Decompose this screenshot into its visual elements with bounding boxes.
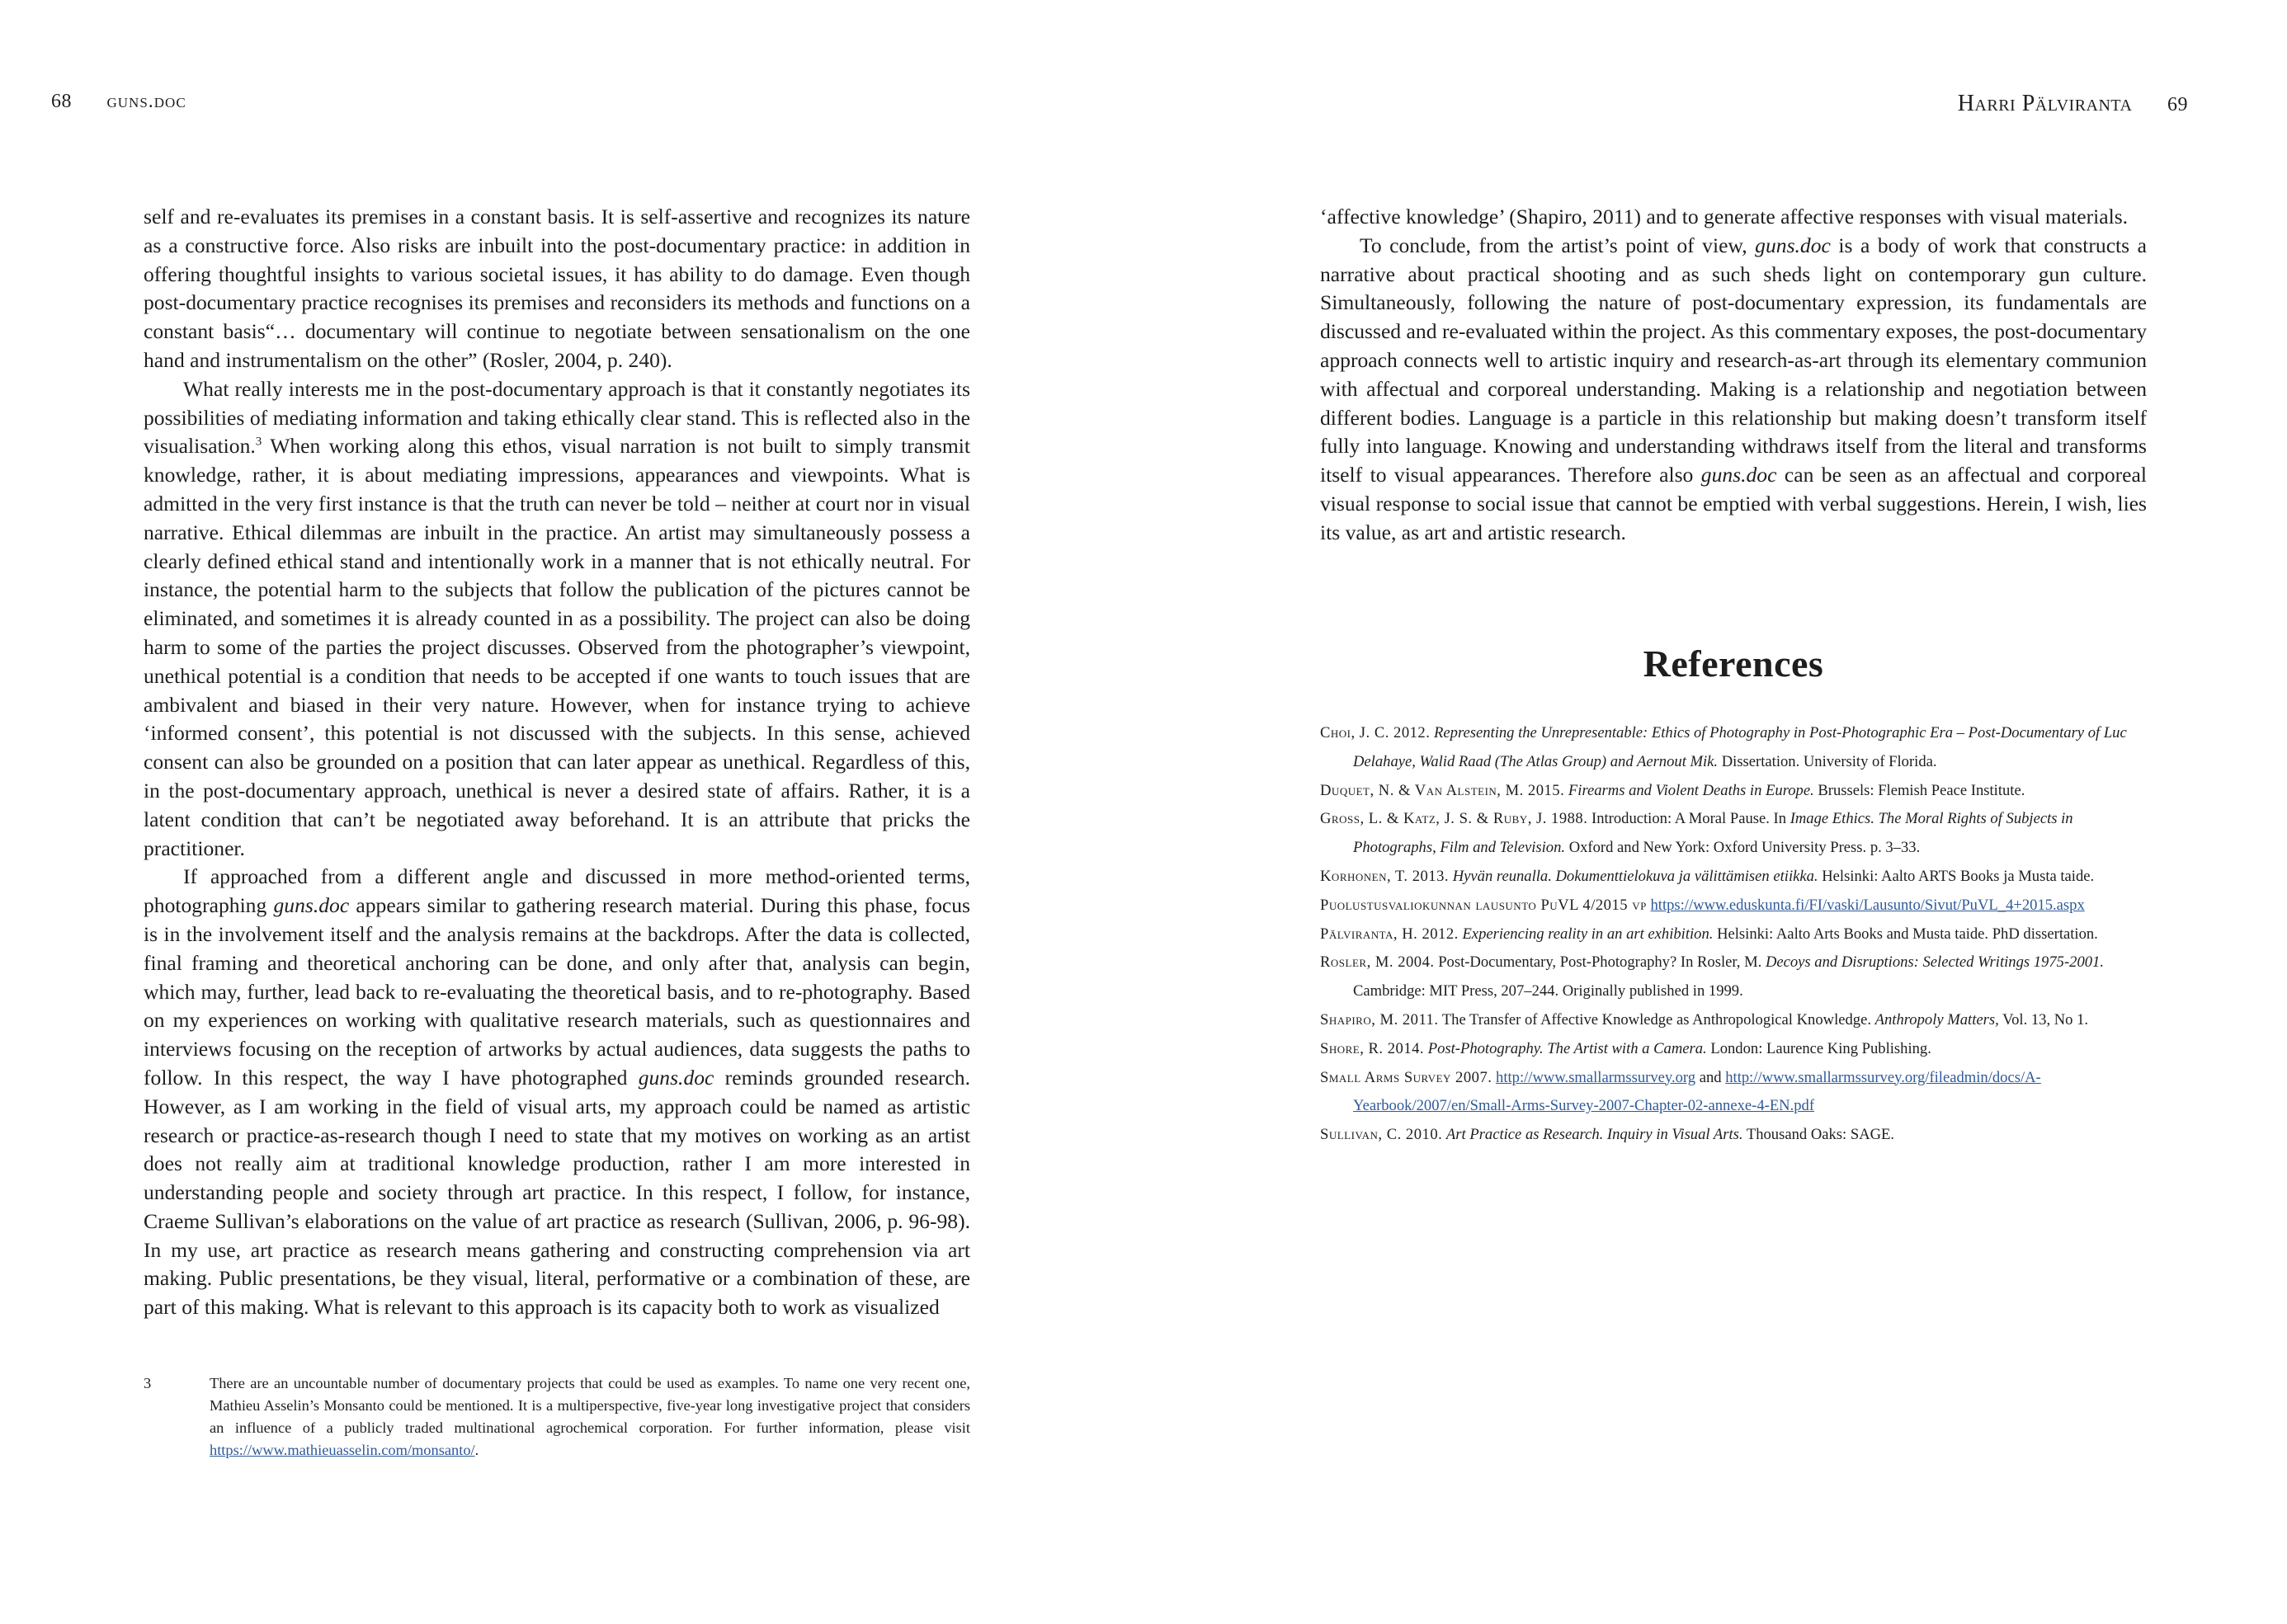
running-author: Harri Pälviranta <box>1957 91 2133 116</box>
paragraph: If approached from a different angle and discussed in more method-oriented terms, photographing guns.doc appears similar to gathering research material. During this phase, focus is in the involvement itself and the analysis remains at the backdrops. After the data is collected, final framing and theoretical anchoring can be done, and only after that, analysis can begin, which may, further, lead back to re-evaluating the theoretical basis, and to re-photography. Based on my experiences on working with qualitative research materials, such as questionnaires and interviews focusing on the reception of artworks by actual audiences, data suggests the paths to follow. In this respect, the way I have photographed guns.doc reminds grounded research. However, as I am working in the field of visual arts, my approach could be named as artistic research or practice-as-research though I need to state that my motives on working as an artist does not really aim at traditional knowledge production, rather I am more interested in understanding people and society through art practice. In this respect, I follow, for instance, Craeme Sullivan’s elaborations on the value of art practice as research (Sullivan, 2006, p. 96-98). In my use, art practice as research means gathering and constructing comprehension via art making. Public presentations, be they visual, literal, performative or a combination of these, are part of this making. What is relevant to this approach is its capacity both to work as visualized <box>144 864 971 1320</box>
reference-link[interactable]: https://www.eduskunta.fi/FI/vaski/Lausunto/Sivut/PuVL_4+2015.aspx <box>1650 896 2085 914</box>
footnote <box>144 1372 970 1462</box>
references-heading: References <box>1643 643 1824 685</box>
reference-author: Shore, R. 2014. <box>1320 1039 1425 1057</box>
paragraph: self and re-evaluates its premises in a constant basis. It is self-assertive and recognizes its nature as a constructive force. Also risks are inbuilt into the post-documentary practice: in addition in offering thoughtful insights to various societal issues, it has ability to do damage. Even though post-documentary practice recognises its premises and reconsiders its methods and functions on a constant basis“… documentary will continue to negotiate between sensationalism on the one hand and instrumentalism on the other” (Rosler, 2004, p. 240). <box>144 205 970 372</box>
reference-author: Rosler, M. 2004. <box>1320 953 1435 972</box>
reference-author: Sullivan, C. 2010. <box>1320 1126 1443 1144</box>
footnote-text: There are an uncountable number of documentary projects that could be used as examples. To name one very recent one, Mathieu Asselin’s Monsanto could be mentioned. It is a multiperspective, five-year long investigative project that considers an influence of a publicly traded multinational agrochemical corporation. For further information, please visit https://www.mathieuasselin.com/monsanto/. <box>210 1375 970 1458</box>
right-body-text <box>1320 203 2147 548</box>
right-running-head <box>1958 91 2188 117</box>
reference-item: Shapiro, M. 2011. The Transfer of Affective Knowledge as Anthropological Knowledge. Anthropoly Matters, Vol. 13, No 1. <box>1320 1010 2089 1029</box>
reference-item: Korhonen, T. 2013. Hyvän reunalla. Dokumenttielokuva ja välittämisen etiikka. Helsinki: Aalto ARTS Books ja Musta taide. <box>1320 867 2095 885</box>
reference-author: Shapiro, M. 2011. <box>1320 1010 1439 1029</box>
reference-author: Gross, L. & Katz, J. S. & Ruby, J. 1988. <box>1320 810 1588 828</box>
reference-author: Small Arms Survey 2007. <box>1320 1068 1492 1086</box>
reference-link[interactable]: http://www.smallarmssurvey.org/fileadmin/docs/A-Yearbook/2007/en/Small-Arms-Survey-2007-Chapter-02-annexe-4-EN.pdf <box>1353 1068 2041 1115</box>
reference-item: Sullivan, C. 2010. Art Practice as Research. Inquiry in Visual Arts. Thousand Oaks: SAGE. <box>1320 1126 1895 1144</box>
reference-item: Small Arms Survey 2007. http://www.smallarmssurvey.org and http://www.smallarmssurvey.org/fileadmin/docs/A-Yearbook/2007/en/Small-Arms-Survey-2007-Chapter-02-annexe-4-EN.pdf <box>1320 1068 2041 1115</box>
footnote-link[interactable]: https://www.mathieuasselin.com/monsanto/ <box>210 1442 475 1458</box>
left-running-head <box>51 91 186 113</box>
reference-item <box>1320 892 2147 920</box>
reference-author: Duquet, N. & Van Alstein, M. 2015. <box>1320 781 1565 799</box>
reference-link[interactable]: http://www.smallarmssurvey.org <box>1496 1068 1696 1086</box>
paragraph: To conclude, from the artist’s point of view, guns.doc is a body of work that constructs a narrative about practical shooting and as such sheds light on contemporary gun culture. Simultaneously, following the nature of post-documentary expression, its fundamentals are discussed and re-evaluated within the project. As this commentary exposes, the post-documentary approach connects well to artistic inquiry and research-as-art through its elementary communion with affectual and corporeal understanding. Making is a relationship and negotiation between different bodies. Language is a particle in this relationship but making doesn’t transform itself fully into language. Knowing and understanding withdraws itself from the literal and transforms itself to visual appearances. Therefore also guns.doc can be seen as an affectual and corporeal visual response to social issue that cannot be emptied with verbal suggestions. Herein, I wish, lies its value, as art and artistic research. <box>1320 233 2148 544</box>
page-number-right: 69 <box>2167 94 2188 115</box>
reference-item: Shore, R. 2014. Post-Photography. The Artist with a Camera. London: Laurence King Publishing. <box>1320 1039 1931 1057</box>
reference-item: Duquet, N. & Van Alstein, M. 2015. Firearms and Violent Deaths in Europe. Brussels: Flemish Peace Institute. <box>1320 781 2025 799</box>
reference-author: Choi, J. C. 2012. <box>1320 724 1431 741</box>
paragraph: What really interests me in the post-documentary approach is that it constantly negotiates its possibilities of mediating information and taking ethically clear stand. This is reflected also in the visualisation.$^3$ When working along this ethos, visual narration is not built to simply transmit knowledge, rather, it is about mediating impressions, appearances and viewpoints. What is admitted in the very first instance is that the truth can never be told – neither at court nor in visual narrative. Ethical dilemmas are inbuilt in the practice. An artist may simultaneously possess a clearly defined ethical stand and intentionally work in a manner that is not ethically neutral. For instance, the potential harm to the subjects that follow the publication of the pictures cannot be eliminated, and sometimes it is already counted in as a possibility. The project can also be doing harm to some of the parties the project discusses. Observed from the photographer’s viewpoint, unethical potential is a condition that needs to be accepted if one wants to touch issues that are ambivalent and biased in their very nature. However, when for instance trying to achieve ‘informed consent’, this potential is not discussed with the subjects. In this sense, achieved consent can also be grounded on a position that can later appear as unethical. Regardless of this, in the post-documentary approach, unethical is never a desired state of affairs. Rather, it is a latent condition that can’t be negotiated away beforehand. It is an attribute that pricks the practitioner. <box>144 376 970 860</box>
reference-author: Pälviranta, H. 2012. <box>1320 925 1459 943</box>
page-number-left: 68 <box>51 91 72 112</box>
reference-item: Pälviranta, H. 2012. Experiencing reality in an art exhibition. Helsinki: Aalto Arts Books and Musta taide. PhD dissertation. <box>1320 925 2098 943</box>
reference-author: Korhonen, T. 2013. <box>1320 867 1450 885</box>
left-body-text <box>144 203 970 1322</box>
reference-item: Gross, L. & Katz, J. S. & Ruby, J. 1988. Introduction: A Moral Pause. In Image Ethics. The Moral Rights of Subjects in Photographs, Film and Television. Oxford and New York: Oxford University Press. p. 3–33. <box>1320 810 2073 857</box>
footnote-number: 3 <box>144 1375 152 1391</box>
reference-item: Rosler, M. 2004. Post-Documentary, Post-Photography? In Rosler, M. Decoys and Disruptions: Selected Writings 1975-2001. Cambridge: MIT Press, 207–244. Originally published in 1999. <box>1320 953 2104 1000</box>
reference-author: Puolustusvaliokunnan lausunto PuVL 4/2015 vp <box>1320 896 1647 914</box>
footnote-reference[interactable]: 3 <box>255 435 262 449</box>
reference-item: Choi, J. C. 2012. Representing the Unrepresentable: Ethics of Photography in Post-Photographic Era – Post-Documentary of Luc Delahaye, Walid Raad (The Atlas Group) and Aernout Mik. Dissertation. University of Florida. <box>1320 724 2127 770</box>
running-title: guns.doc <box>106 91 186 112</box>
references-list <box>1320 719 2147 1150</box>
paragraph: ‘affective knowledge’ (Shapiro, 2011) and to generate affective responses with visual materials. <box>1320 205 2129 228</box>
right-page <box>1144 0 2287 1624</box>
